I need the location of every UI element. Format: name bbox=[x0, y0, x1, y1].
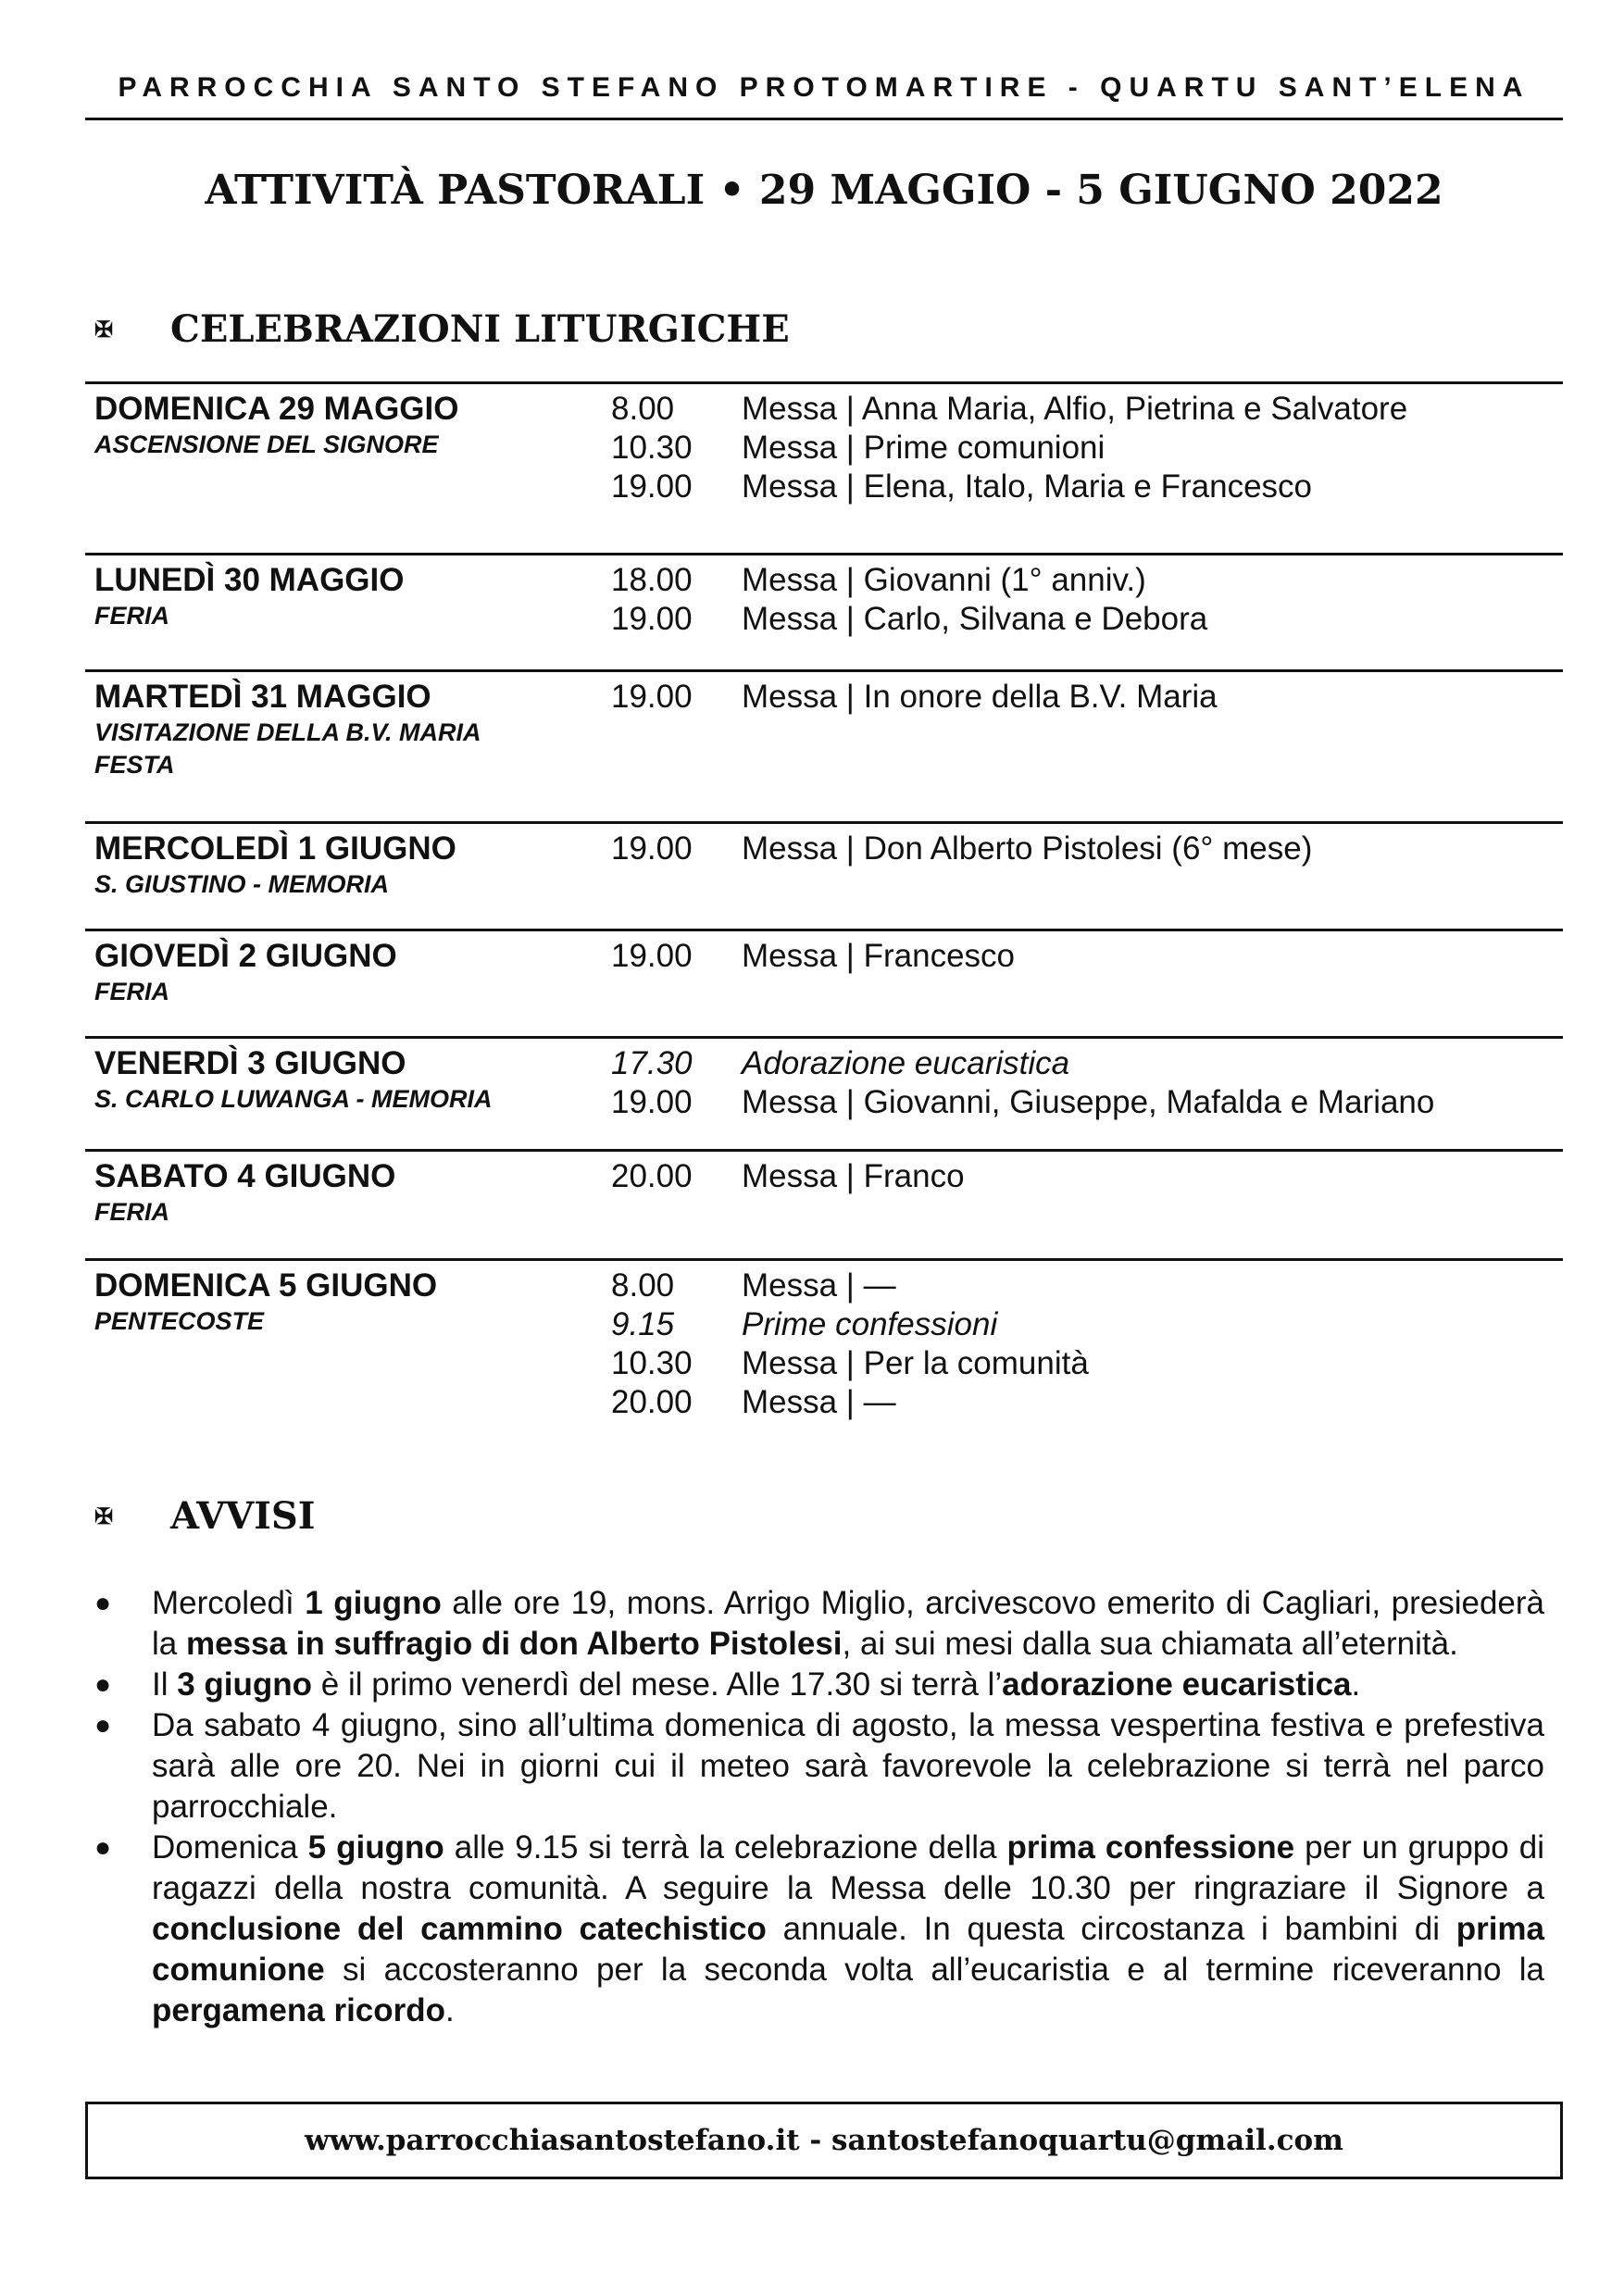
day-name: VENERDÌ 3 GIUGNO bbox=[94, 1045, 406, 1081]
section-liturgy bbox=[94, 307, 790, 351]
celebrations-table bbox=[85, 381, 1563, 1443]
day-liturgy: VISITAZIONE DELLA B.V. MARIA bbox=[94, 718, 481, 746]
notice-text bbox=[152, 1705, 1544, 1828]
day-name: DOMENICA 29 MAGGIO bbox=[94, 391, 459, 427]
event-row bbox=[611, 1344, 1563, 1383]
day-liturgy: ASCENSIONE DEL SIGNORE bbox=[94, 430, 439, 458]
notice-item bbox=[85, 1583, 1544, 1665]
day-row bbox=[85, 929, 1563, 1036]
event-description: Messa | Giovanni (1° anniv.) bbox=[742, 562, 1146, 598]
event-row bbox=[611, 468, 1563, 506]
event-time: 20.00 bbox=[611, 1384, 693, 1420]
day-row bbox=[85, 553, 1563, 669]
notice-text bbox=[152, 1583, 1544, 1665]
event-description: Messa | Giovanni, Giuseppe, Mafalda e Mariano bbox=[742, 1084, 1435, 1120]
notice-fragment: alle ore 19, mons. Arrigo Miglio, arcivescovo emerito di Cagliari, presiederà la bbox=[152, 1585, 1544, 1662]
notices-list bbox=[85, 1583, 1544, 2031]
footer-contacts: www.parrocchiasantostefano.it - santostefanoquartu@gmail.com bbox=[305, 2124, 1343, 2157]
notice-emphasis: adorazione eucaristica bbox=[1002, 1666, 1352, 1703]
event-row bbox=[611, 1083, 1563, 1122]
notice-emphasis: prima confessione bbox=[1006, 1829, 1295, 1866]
notice-emphasis: prima comunione bbox=[152, 1911, 1544, 1988]
notice-emphasis: conclusione del cammino catechistico bbox=[152, 1911, 767, 1947]
bullet-icon: ● bbox=[94, 1669, 112, 1700]
event-row bbox=[611, 1305, 1563, 1344]
day-events bbox=[611, 830, 1563, 929]
event-time: 10.30 bbox=[611, 430, 693, 466]
event-row bbox=[611, 390, 1563, 429]
day-name: SABATO 4 GIUGNO bbox=[94, 1158, 396, 1194]
event-time: 18.00 bbox=[611, 562, 693, 598]
notice-fragment: . bbox=[1351, 1666, 1361, 1703]
event-row bbox=[611, 1044, 1563, 1083]
event-row bbox=[611, 600, 1563, 639]
event-description: Messa | Elena, Italo, Maria e Francesco bbox=[742, 468, 1313, 505]
cross-star-icon: ✠ bbox=[94, 1503, 114, 1529]
day-label bbox=[85, 561, 611, 669]
event-description: Messa | Franco bbox=[742, 1158, 965, 1194]
notice-item bbox=[85, 1828, 1544, 2031]
day-liturgy: FERIA bbox=[94, 602, 169, 630]
event-time: 17.30 bbox=[611, 1045, 693, 1081]
event-time: 19.00 bbox=[611, 1084, 693, 1120]
day-liturgy: S. CARLO LUWANGA - MEMORIA bbox=[94, 1085, 493, 1113]
event-row bbox=[611, 429, 1563, 468]
day-liturgy: FERIA bbox=[94, 1198, 169, 1226]
notice-fragment: Domenica bbox=[152, 1829, 308, 1866]
event-description: Messa | — bbox=[742, 1267, 896, 1304]
event-time: 20.00 bbox=[611, 1158, 693, 1194]
event-time: 19.00 bbox=[611, 679, 693, 715]
day-events bbox=[611, 678, 1563, 821]
event-row bbox=[611, 1383, 1563, 1422]
event-time: 19.00 bbox=[611, 601, 693, 637]
day-row bbox=[85, 1149, 1563, 1258]
event-row bbox=[611, 678, 1563, 717]
notice-fragment: Da sabato 4 giugno, sino all’ultima domenica di agosto, la messa vespertina festiva e prefestiva sarà alle ore 20. Nei in giorni cui il meteo sarà favorevole la celebrazione si terrà nel parco parrocchiale. bbox=[152, 1707, 1544, 1825]
day-label bbox=[85, 1267, 611, 1443]
event-description: Messa | Per la comunità bbox=[742, 1345, 1089, 1381]
day-name: MERCOLEDÌ 1 GIUGNO bbox=[94, 830, 456, 867]
day-row bbox=[85, 381, 1563, 553]
day-label bbox=[85, 678, 611, 821]
day-label bbox=[85, 1044, 611, 1149]
day-row bbox=[85, 821, 1563, 929]
footer-contacts-box bbox=[85, 2102, 1563, 2179]
day-name: LUNEDÌ 30 MAGGIO bbox=[94, 562, 405, 598]
notice-emphasis: 3 giugno bbox=[177, 1666, 313, 1703]
event-row bbox=[611, 561, 1563, 600]
notice-emphasis: pergamena ricordo bbox=[152, 1992, 446, 2028]
section-notices bbox=[94, 1494, 316, 1538]
notice-text bbox=[152, 1665, 1544, 1705]
event-description: Messa | — bbox=[742, 1384, 896, 1420]
day-liturgy: FERIA bbox=[94, 978, 169, 1005]
event-time: 19.00 bbox=[611, 938, 693, 974]
notice-fragment: , ai sui mesi dalla sua chiamata all’eternità. bbox=[842, 1626, 1458, 1662]
day-liturgy: PENTECOSTE bbox=[94, 1307, 265, 1335]
header-divider bbox=[85, 118, 1563, 120]
event-row bbox=[611, 1267, 1563, 1305]
notice-text bbox=[152, 1828, 1544, 2031]
day-label bbox=[85, 1157, 611, 1258]
event-time: 8.00 bbox=[611, 391, 675, 427]
day-liturgy: FESTA bbox=[94, 751, 175, 779]
event-row bbox=[611, 1157, 1563, 1196]
bullet-icon: ● bbox=[94, 1832, 112, 1863]
notice-fragment: Mercoledì bbox=[152, 1585, 306, 1621]
day-label bbox=[85, 937, 611, 1036]
event-description: Messa | Prime comunioni bbox=[742, 430, 1106, 466]
event-row bbox=[611, 937, 1563, 976]
event-time: 9.15 bbox=[611, 1306, 675, 1342]
day-name: DOMENICA 5 GIUGNO bbox=[94, 1267, 438, 1304]
event-row bbox=[611, 830, 1563, 868]
notice-fragment: alle 9.15 si terrà la celebrazione della bbox=[443, 1829, 1007, 1866]
day-events bbox=[611, 390, 1563, 553]
day-row bbox=[85, 669, 1563, 821]
day-row bbox=[85, 1258, 1563, 1443]
notice-item bbox=[85, 1705, 1544, 1828]
event-description: Prime confessioni bbox=[742, 1306, 998, 1342]
event-time: 19.00 bbox=[611, 830, 693, 867]
event-description: Messa | Francesco bbox=[742, 938, 1016, 974]
event-description: Adorazione eucaristica bbox=[742, 1045, 1070, 1081]
notice-fragment: è il primo venerdì del mese. Alle 17.30 si terrà l’ bbox=[312, 1666, 1003, 1703]
day-liturgy: S. GIUSTINO - MEMORIA bbox=[94, 870, 390, 898]
notice-fragment: . bbox=[445, 1992, 455, 2028]
day-events bbox=[611, 1267, 1563, 1443]
bullet-icon: ● bbox=[94, 1588, 112, 1618]
event-description: Messa | Anna Maria, Alfio, Pietrina e Salvatore bbox=[742, 391, 1408, 427]
parish-header: PARROCCHIA SANTO STEFANO PROTOMARTIRE - QUARTU SANT’ELENA bbox=[118, 72, 1530, 103]
notice-item bbox=[85, 1665, 1544, 1705]
day-events bbox=[611, 937, 1563, 1036]
notice-fragment: si accosteranno per la seconda volta all’eucaristia e al termine riceveranno la bbox=[324, 1952, 1544, 1988]
event-description: Messa | In onore della B.V. Maria bbox=[742, 679, 1218, 715]
notice-emphasis: messa in suffragio di don Alberto Pistolesi bbox=[185, 1626, 843, 1662]
notice-fragment: Il bbox=[152, 1666, 178, 1703]
event-time: 10.30 bbox=[611, 1345, 693, 1381]
section-notices-heading: AVVISI bbox=[170, 1494, 316, 1538]
bullet-icon: ● bbox=[94, 1710, 112, 1741]
event-time: 8.00 bbox=[611, 1267, 675, 1304]
page-title: ATTIVITÀ PASTORALI • 29 MAGGIO - 5 GIUGNO 2022 bbox=[205, 167, 1443, 214]
event-description: Messa | Carlo, Silvana e Debora bbox=[742, 601, 1208, 637]
day-row bbox=[85, 1036, 1563, 1149]
day-events bbox=[611, 561, 1563, 669]
notice-emphasis: 5 giugno bbox=[307, 1829, 444, 1866]
section-liturgy-heading: CELEBRAZIONI LITURGICHE bbox=[170, 307, 790, 351]
day-events bbox=[611, 1157, 1563, 1258]
event-description: Messa | Don Alberto Pistolesi (6° mese) bbox=[742, 830, 1313, 867]
cross-star-icon: ✠ bbox=[94, 316, 114, 343]
notice-fragment: per un gruppo di ragazzi della nostra comunità. A seguire la Messa delle 10.30 per ringraziare il Signore a bbox=[152, 1829, 1544, 1906]
day-label bbox=[85, 830, 611, 929]
day-events bbox=[611, 1044, 1563, 1149]
event-time: 19.00 bbox=[611, 468, 693, 505]
day-label bbox=[85, 390, 611, 553]
notice-emphasis: 1 giugno bbox=[305, 1585, 442, 1621]
day-name: MARTEDÌ 31 MAGGIO bbox=[94, 679, 431, 715]
notice-fragment: annuale. In questa circostanza i bambini di bbox=[766, 1911, 1456, 1947]
day-name: GIOVEDÌ 2 GIUGNO bbox=[94, 938, 397, 974]
